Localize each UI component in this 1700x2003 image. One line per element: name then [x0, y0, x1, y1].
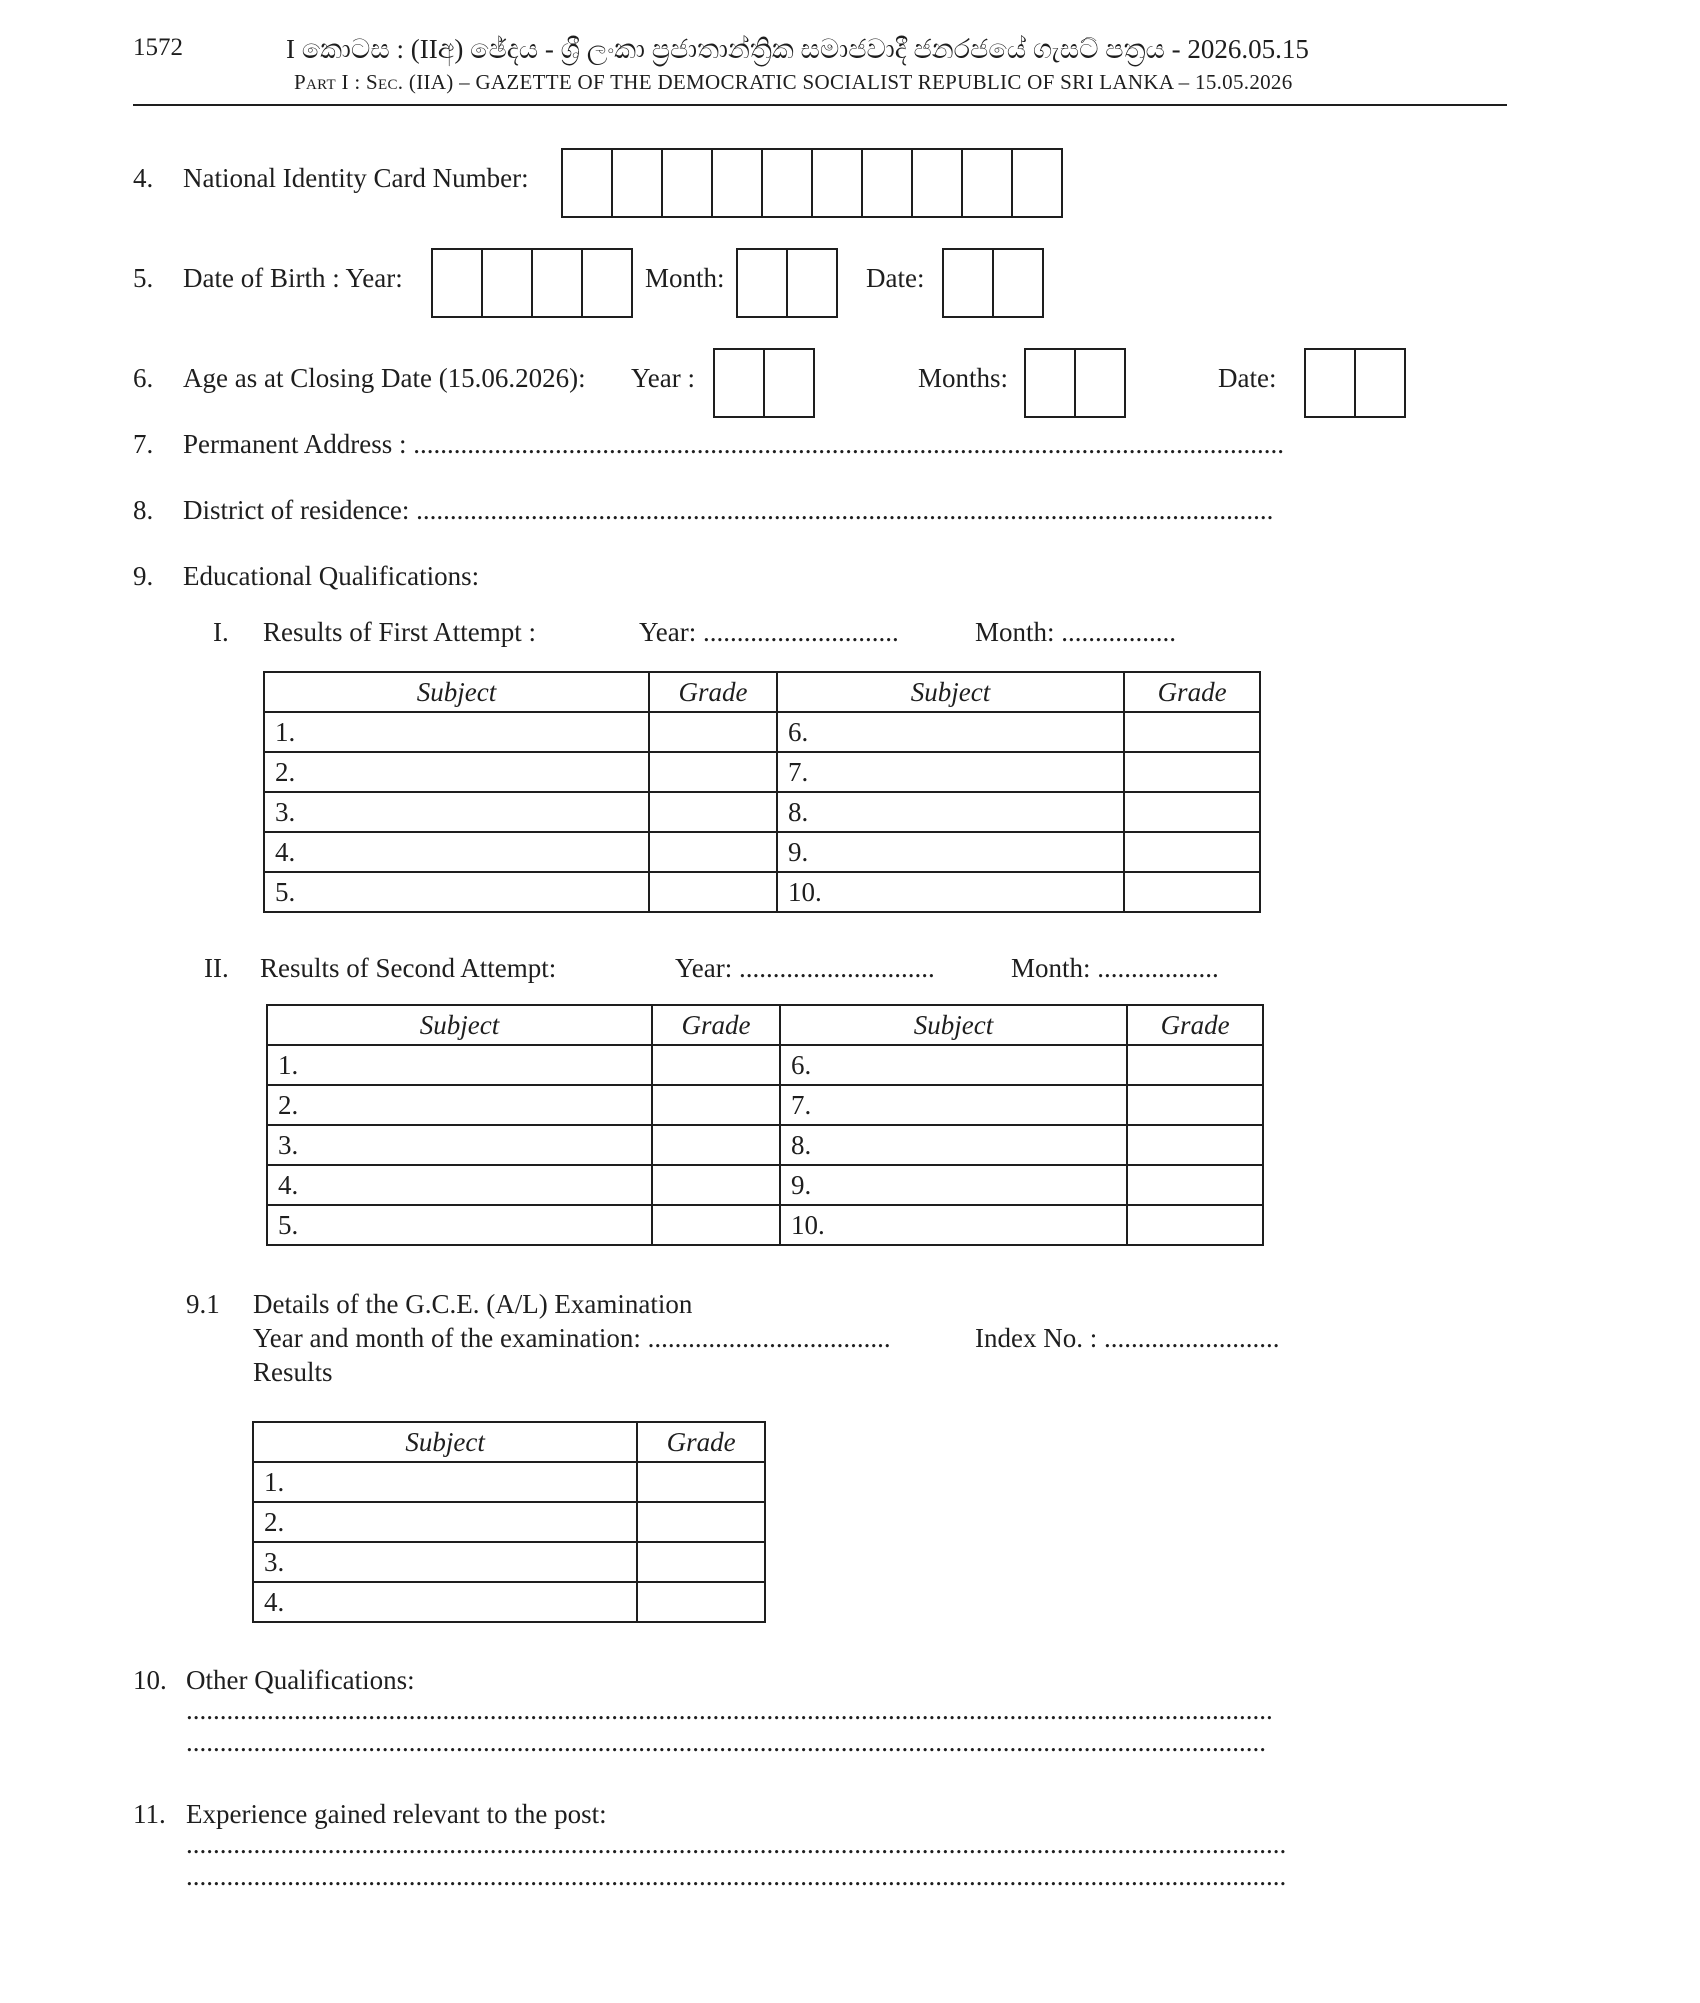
subject-cell[interactable]: 5. — [267, 1205, 652, 1245]
age-months-label: Months: — [918, 363, 1009, 393]
subject-header: Subject — [264, 672, 649, 712]
subject-header: Subject — [267, 1005, 652, 1045]
grade-cell[interactable] — [649, 872, 777, 912]
dob-date-box[interactable] — [942, 248, 994, 318]
grade-cell[interactable] — [652, 1125, 780, 1165]
table-row — [267, 1165, 1263, 1205]
grade-cell[interactable] — [637, 1462, 765, 1502]
al-results-table — [252, 1421, 766, 1623]
subject-cell[interactable]: 3. — [253, 1542, 637, 1582]
al-results-label: Results — [253, 1357, 333, 1387]
subject-cell[interactable]: 2. — [253, 1502, 637, 1542]
subject-cell[interactable]: 6. — [780, 1045, 1127, 1085]
table-row — [267, 1125, 1263, 1165]
subject-cell[interactable]: 1. — [267, 1045, 652, 1085]
grade-cell[interactable] — [652, 1205, 780, 1245]
age-label: Age as at Closing Date (15.06.2026): — [183, 363, 586, 393]
second-attempt-num: II. — [204, 953, 229, 983]
grade-cell[interactable] — [649, 832, 777, 872]
other-qualifications-line[interactable]: ................................................................................................................................................................ — [186, 1727, 1266, 1757]
subject-header: Subject — [253, 1422, 637, 1462]
age-months-box[interactable] — [1024, 348, 1076, 418]
table-header-row — [253, 1422, 765, 1462]
item-number: 5. — [133, 263, 154, 293]
subject-cell[interactable]: 3. — [267, 1125, 652, 1165]
grade-cell[interactable] — [649, 792, 777, 832]
table-row — [267, 1205, 1263, 1245]
dob-year-box[interactable] — [531, 248, 583, 318]
age-date-box[interactable] — [1304, 348, 1356, 418]
table-row — [267, 1045, 1263, 1085]
subject-cell[interactable]: 1. — [253, 1462, 637, 1502]
grade-cell[interactable] — [1124, 792, 1260, 832]
item-number: 4. — [133, 163, 154, 193]
table-row — [264, 832, 1260, 872]
subject-cell[interactable]: 9. — [777, 832, 1124, 872]
first-attempt-label: Results of First Attempt : — [263, 617, 537, 647]
nic-digit-box[interactable] — [711, 148, 763, 218]
subject-cell[interactable]: 4. — [253, 1582, 637, 1622]
age-year-boxes[interactable] — [713, 348, 815, 418]
nic-digit-box[interactable] — [861, 148, 913, 218]
grade-cell[interactable] — [1127, 1085, 1263, 1125]
item-number: 7. — [133, 429, 154, 459]
nic-digit-box[interactable] — [611, 148, 663, 218]
experience-line[interactable]: ................................................................................................................................................................... — [186, 1829, 1287, 1859]
subject-cell[interactable]: 8. — [777, 792, 1124, 832]
grade-header: Grade — [652, 1005, 780, 1045]
dob-month-box[interactable] — [736, 248, 788, 318]
grade-cell[interactable] — [1124, 712, 1260, 752]
table-header-row — [264, 672, 1260, 712]
nic-label: National Identity Card Number: — [183, 163, 529, 193]
dob-date-boxes[interactable] — [942, 248, 1044, 318]
al-index-number[interactable]: Index No. : .......................... — [975, 1323, 1280, 1353]
nic-digit-box[interactable] — [961, 148, 1013, 218]
item-number: 6. — [133, 363, 154, 393]
header-english: Part I : Sec. (IIA) – GAZETTE OF THE DEMOCRATIC SOCIALIST REPUBLIC OF SRI LANKA – 15.05.2026 — [294, 70, 1293, 94]
grade-header: Grade — [1124, 672, 1260, 712]
table-row — [253, 1462, 765, 1502]
subject-cell[interactable]: 3. — [264, 792, 649, 832]
table-row — [267, 1085, 1263, 1125]
table-row — [264, 872, 1260, 912]
table-header-row — [267, 1005, 1263, 1045]
subject-header: Subject — [777, 672, 1124, 712]
dob-year-boxes[interactable] — [431, 248, 633, 318]
dob-month-label: Month: — [645, 263, 725, 293]
grade-cell[interactable] — [637, 1582, 765, 1622]
nic-digit-box[interactable] — [911, 148, 963, 218]
other-qualifications-label: Other Qualifications: — [186, 1665, 415, 1695]
subject-cell[interactable]: 2. — [264, 752, 649, 792]
item-number: 11. — [133, 1799, 166, 1829]
dob-date-box[interactable] — [992, 248, 1044, 318]
education-label: Educational Qualifications: — [183, 561, 480, 591]
age-year-box[interactable] — [763, 348, 815, 418]
age-date-label: Date: — [1218, 363, 1277, 393]
grade-cell[interactable] — [649, 712, 777, 752]
dob-label: Date of Birth : Year: — [183, 263, 403, 293]
age-date-box[interactable] — [1354, 348, 1406, 418]
grade-cell[interactable] — [649, 752, 777, 792]
dob-year-box[interactable] — [481, 248, 533, 318]
subject-header: Subject — [780, 1005, 1127, 1045]
item-number: 10. — [133, 1665, 167, 1695]
grade-cell[interactable] — [637, 1502, 765, 1542]
page-number: 1572 — [133, 34, 183, 61]
nic-digit-box[interactable] — [811, 148, 863, 218]
other-qualifications-line[interactable]: ................................................................................................................................................................. — [186, 1695, 1273, 1725]
nic-digit-box[interactable] — [561, 148, 613, 218]
header-rule — [133, 104, 1507, 106]
subject-cell[interactable]: 4. — [264, 832, 649, 872]
grade-header: Grade — [1127, 1005, 1263, 1045]
age-date-boxes[interactable] — [1304, 348, 1406, 418]
al-title: Details of the G.C.E. (A/L) Examination — [253, 1289, 693, 1319]
dob-month-box[interactable] — [786, 248, 838, 318]
item-number: 8. — [133, 495, 154, 525]
grade-cell[interactable] — [1124, 832, 1260, 872]
nic-digit-box[interactable] — [1011, 148, 1063, 218]
grade-header: Grade — [637, 1422, 765, 1462]
dob-date-label: Date: — [866, 263, 925, 293]
subject-cell[interactable]: 6. — [777, 712, 1124, 752]
second-attempt-label: Results of Second Attempt: — [260, 953, 557, 983]
subject-cell[interactable]: 1. — [264, 712, 649, 752]
age-months-box[interactable] — [1074, 348, 1126, 418]
first-attempt-year[interactable]: Year: ............................. — [639, 617, 899, 647]
table-row — [264, 792, 1260, 832]
grade-cell[interactable] — [1124, 872, 1260, 912]
nic-digit-box[interactable] — [661, 148, 713, 218]
subject-cell[interactable]: 10. — [780, 1205, 1127, 1245]
second-attempt-table — [266, 1004, 1264, 1246]
al-year-month[interactable]: Year and month of the examination: .................................... — [253, 1323, 891, 1353]
nic-digit-box[interactable] — [761, 148, 813, 218]
nic-boxes[interactable] — [561, 148, 1063, 218]
table-row — [253, 1502, 765, 1542]
address-field[interactable]: Permanent Address : ................................................................................................................................. — [183, 429, 1284, 459]
subject-cell[interactable]: 7. — [777, 752, 1124, 792]
grade-cell[interactable] — [1127, 1165, 1263, 1205]
age-year-box[interactable] — [713, 348, 765, 418]
second-attempt-year[interactable]: Year: ............................. — [675, 953, 935, 983]
table-row — [264, 752, 1260, 792]
first-attempt-table — [263, 671, 1261, 913]
grade-cell[interactable] — [637, 1542, 765, 1582]
dob-year-box[interactable] — [581, 248, 633, 318]
grade-cell[interactable] — [1127, 1125, 1263, 1165]
header-sinhala: I කොටස : (IIඅ) ඡේදය - ශ්‍රී ලංකා ප්‍රජාතාන්ත්‍රික සමාජවාදී ජනරජයේ ගැසට් පත්‍රය - 2026.05.15 — [286, 34, 1309, 64]
second-attempt-month[interactable]: Month: .................. — [1011, 953, 1219, 983]
grade-header: Grade — [649, 672, 777, 712]
subject-cell[interactable]: 9. — [780, 1165, 1127, 1205]
dob-year-box[interactable] — [431, 248, 483, 318]
table-row — [253, 1542, 765, 1582]
experience-line[interactable]: ................................................................................................................................................................... — [186, 1861, 1287, 1891]
subject-cell[interactable]: 8. — [780, 1125, 1127, 1165]
table-row — [253, 1582, 765, 1622]
age-months-boxes[interactable] — [1024, 348, 1126, 418]
subject-cell[interactable]: 4. — [267, 1165, 652, 1205]
first-attempt-month[interactable]: Month: ................. — [975, 617, 1177, 647]
district-field[interactable]: District of residence: ............................................................................................................................... — [183, 495, 1274, 525]
grade-cell[interactable] — [652, 1165, 780, 1205]
grade-cell[interactable] — [1124, 752, 1260, 792]
grade-cell[interactable] — [652, 1045, 780, 1085]
subject-cell[interactable]: 7. — [780, 1085, 1127, 1125]
age-year-label: Year : — [631, 363, 696, 393]
subject-cell[interactable]: 2. — [267, 1085, 652, 1125]
grade-cell[interactable] — [652, 1085, 780, 1125]
item-number: 9. — [133, 561, 154, 591]
dob-month-boxes[interactable] — [736, 248, 838, 318]
grade-cell[interactable] — [1127, 1045, 1263, 1085]
subject-cell[interactable]: 5. — [264, 872, 649, 912]
first-attempt-num: I. — [213, 617, 229, 647]
al-num: 9.1 — [186, 1289, 220, 1319]
grade-cell[interactable] — [1127, 1205, 1263, 1245]
table-row — [264, 712, 1260, 752]
subject-cell[interactable]: 10. — [777, 872, 1124, 912]
experience-label: Experience gained relevant to the post: — [186, 1799, 607, 1829]
